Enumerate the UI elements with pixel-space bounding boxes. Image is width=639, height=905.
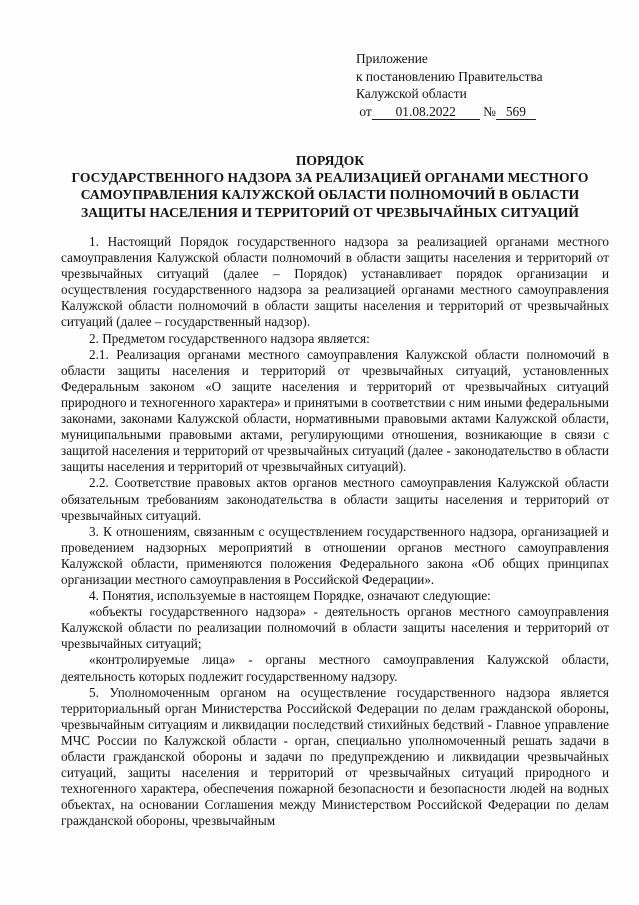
paragraph-5: 5. Уполномоченным органом на осуществление государственного надзора является территориальный орган Министерства Российской Федерации по делам гражданской обороны, чрезвычайным ситуациям и ликвидации последствий стихийных бедствий - Главное управление МЧС России по Калужской области - орган, специально уполномоченный решать задачи в области гражданской обороны и задачи по предупреждению и ликвидации чрезвычайных ситуаций, защиты населения и территорий от чрезвычайных ситуаций природного и техногенного характера, обеспечения пожарной безопасности и безопасности людей на водных объектах, на основании Соглашения между Министерством Российской Федерации по делам гражданской обороны, чрезвычайным	[61, 684, 609, 829]
document-title	[40, 152, 620, 221]
appendix-line-2: к постановлению Правительства	[356, 68, 543, 84]
appendix-line-3: Калужской области	[356, 86, 467, 101]
title-line-3: САМОУПРАВЛЕНИЯ КАЛУЖСКОЙ ОБЛАСТИ ПОЛНОМОЧИЙ В ОБЛАСТИ	[80, 187, 580, 203]
paragraph-2: 2. Предметом государственного надзора является:	[89, 330, 370, 346]
definition-controlled-persons: «контролируемые лица» - органы местного самоуправления Калужской области, деятельность которых подлежит государственному надзору.	[61, 652, 609, 684]
appendix-line-1: Приложение	[356, 51, 428, 66]
decree-number: 569	[496, 105, 536, 120]
decree-date: 01.08.2022	[372, 105, 480, 120]
date-prefix: от	[359, 103, 372, 119]
paragraph-4: 4. Понятия, используемые в настоящем Порядке, означают следующие:	[89, 588, 491, 604]
definition-objects: «объекты государственного надзора» - деятельность органов местного самоуправления Калужской области по реализации полномочий в области защиты населения и территорий от чрезвычайных ситуаций;	[61, 604, 609, 652]
title-line-4: ЗАЩИТЫ НАСЕЛЕНИЯ И ТЕРРИТОРИЙ ОТ ЧРЕЗВЫЧАЙНЫХ СИТУАЦИЙ	[81, 204, 579, 220]
title-line-2: ГОСУДАРСТВЕННОГО НАДЗОРА ЗА РЕАЛИЗАЦИЕЙ ОРГАНАМИ МЕСТНОГО	[71, 170, 589, 186]
paragraph-2-2: 2.2. Соответствие правовых актов органов местного самоуправления Калужской области обязательным требованиям законодательства в области защиты населения и территорий от чрезвычайных ситуаций.	[61, 475, 609, 523]
document-body	[61, 234, 609, 829]
paragraph-1: 1. Настоящий Порядок государственного надзора за реализацией органами местного самоуправления Калужской области полномочий в области защиты населения и территорий от чрезвычайных ситуаций (далее – Порядок) устанавливает порядок организации и осуществления государственного надзора за реализацией органами местного самоуправления Калужской области полномочий в области защиты населения и территорий от чрезвычайных ситуаций (далее – государственный надзор).	[61, 234, 609, 330]
appendix-date-line	[356, 103, 626, 121]
appendix-block	[356, 50, 626, 120]
paragraph-3: 3. К отношениям, связанным с осуществлением государственного надзора, организацией и проведением надзорных мероприятий в отношении органов местного самоуправления Калужской области, применяются положения Федерального закона «Об общих принципах организации местного самоуправления в Российской Федерации».	[61, 523, 609, 587]
paragraph-2-1: 2.1. Реализация органами местного самоуправления Калужской области полномочий в области защиты населения и территорий от чрезвычайных ситуаций, установленных Федеральным законом «О защите населения и территорий от чрезвычайных ситуаций природного и техногенного характера» и принятыми в соответствии с ним иными федеральными законами, законами Калужской области, нормативными правовыми актами Калужской области, муниципальными правовыми актами, регулирующими отношения, возникающие в связи с защитой населения и территорий от чрезвычайных ситуаций (далее - законодательство в области защиты населения и территорий от чрезвычайных ситуаций).	[61, 346, 609, 475]
title-line-1: ПОРЯДОК	[295, 153, 365, 168]
number-prefix: №	[483, 103, 496, 119]
